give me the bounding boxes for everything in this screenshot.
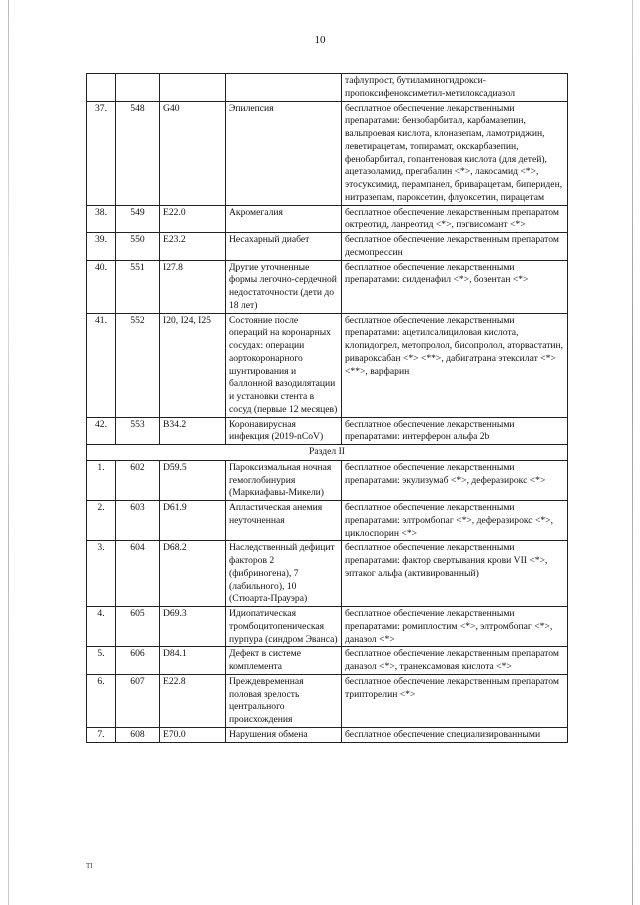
row-icd-code: I20, I24, I25 [160, 313, 226, 417]
row-provision: тафлупрост, бутиламиногидрокси-пропоксифеноксиметил-метилоксадиазол [342, 74, 568, 102]
table-row [87, 607, 568, 647]
row-code: 552 [116, 313, 160, 417]
table-row [87, 727, 568, 742]
row-number: 4. [87, 607, 116, 647]
row-code: 606 [116, 647, 160, 675]
row-provision: бесплатное обеспечение лекарственными препаратами: фактор свертывания крови VII <*>, эптаког альфа (активированный) [342, 541, 568, 607]
row-disease-name: Эпилепсия [226, 101, 342, 205]
table-row [87, 101, 568, 205]
row-disease-name: Нарушения обмена [226, 727, 342, 742]
row-icd-code: D69.3 [160, 607, 226, 647]
row-code: 551 [116, 260, 160, 313]
row-provision: бесплатное обеспечение лекарственными препаратами: экулизумаб <*>, деферазирокс <*> [342, 460, 568, 500]
row-disease-name: Несахарный диабет [226, 233, 342, 261]
row-provision: бесплатное обеспечение лекарственными препаратами: элтромбопаг <*>, деферазирокс <*>, циклоспорин <*> [342, 501, 568, 541]
row-provision: бесплатное обеспечение лекарственным препаратом трипторелин <*> [342, 674, 568, 727]
scan-edge-right [632, 0, 633, 905]
row-provision: бесплатное обеспечение лекарственным препаратом даназол <*>, транексамовая кислота <*> [342, 647, 568, 675]
table-row [87, 541, 568, 607]
row-provision: бесплатное обеспечение специализированными [342, 727, 568, 742]
row-icd-code: E23.2 [160, 233, 226, 261]
row-code: 548 [116, 101, 160, 205]
row-icd-code: E22.8 [160, 674, 226, 727]
row-code [116, 74, 160, 102]
row-number: 5. [87, 647, 116, 675]
row-provision: бесплатное обеспечение лекарственными препаратами: ромиплостим <*>, элтромбопаг <*>, даназол <*> [342, 607, 568, 647]
row-provision: бесплатное обеспечение лекарственными препаратами: бензобарбитал, карбамазепин, вальпроевая кислота, клоназепам, ламотриджин, леветирацетам, топирамат, окскарбазепин, фенобарбитал, гопантеновая кислота (для детей), ацетазоламид, прегабалин <*>, лакосамид <*>, этосуксимид, перампанел, бриварацетам, бипериден, нитразепам, пароксетин, флуоксетин, пирацетам [342, 101, 568, 205]
table-row [87, 674, 568, 727]
row-number: 3. [87, 541, 116, 607]
row-provision: бесплатное обеспечение лекарственными препаратами: ацетилсалициловая кислота, клопидогрел, метопролол, бисопролол, аторвастатин, ривароксабан <*> <**>, дабигатрана этексилат <*> <**>, варфарин [342, 313, 568, 417]
row-disease-name [226, 74, 342, 102]
table-row [87, 233, 568, 261]
row-code: 549 [116, 205, 160, 233]
row-icd-code: D59.5 [160, 460, 226, 500]
row-disease-name: Апластическая анемия неуточненная [226, 501, 342, 541]
table-row [87, 647, 568, 675]
row-code: 607 [116, 674, 160, 727]
section-2-header [87, 445, 568, 461]
row-number: 6. [87, 674, 116, 727]
row-code: 604 [116, 541, 160, 607]
row-code: 608 [116, 727, 160, 742]
section-title: Раздел II [87, 445, 568, 461]
row-disease-name: Идиопатическая тромбоцитопеническая пурпура (синдром Эванса) [226, 607, 342, 647]
footer-mark: TI [86, 862, 93, 870]
row-number: 2. [87, 501, 116, 541]
row-disease-name: Преждевременная половая зрелость центрального происхождения [226, 674, 342, 727]
row-disease-name: Акромегалия [226, 205, 342, 233]
page-number: 10 [314, 34, 326, 46]
row-icd-code: D68.2 [160, 541, 226, 607]
row-code: 602 [116, 460, 160, 500]
row-icd-code: I27.8 [160, 260, 226, 313]
row-number [87, 74, 116, 102]
section-row [87, 445, 568, 461]
row-provision: бесплатное обеспечение лекарственным препаратом октреотид, ланреотид <*>, пэгвисомант <*> [342, 205, 568, 233]
row-number: 42. [87, 417, 116, 445]
row-disease-name: Состояние после операций на коронарных сосудах: операции аортокоронарного шунтирования и баллонной вазодилятации и установки стента в сосуд (первые 12 месяцев) [226, 313, 342, 417]
row-disease-name: Другие уточненные формы легочно-сердечной недостаточности (дети до 18 лет) [226, 260, 342, 313]
row-number: 40. [87, 260, 116, 313]
table-row [87, 74, 568, 102]
row-icd-code: D61.9 [160, 501, 226, 541]
row-number: 41. [87, 313, 116, 417]
row-code: 553 [116, 417, 160, 445]
table-row [87, 205, 568, 233]
row-number: 39. [87, 233, 116, 261]
row-code: 605 [116, 607, 160, 647]
scan-edge-left [8, 0, 9, 905]
section-1-rows [87, 74, 568, 445]
table-row [87, 260, 568, 313]
row-provision: бесплатное обеспечение лекарственным препаратом десмопрессин [342, 233, 568, 261]
row-disease-name: Пароксизмальная ночная гемоглобинурия (Маркиафавы-Микели) [226, 460, 342, 500]
row-disease-name: Наследственный дефицит факторов 2 (фибриногена), 7 (лабильного), 10 (Стюарта-Прауэра) [226, 541, 342, 607]
row-disease-name: Коронавирусная инфекция (2019-nCoV) [226, 417, 342, 445]
row-number: 7. [87, 727, 116, 742]
row-number: 38. [87, 205, 116, 233]
section-2-rows [87, 460, 568, 742]
row-code: 603 [116, 501, 160, 541]
row-disease-name: Дефект в системе комплемента [226, 647, 342, 675]
row-icd-code: E22.0 [160, 205, 226, 233]
row-code: 550 [116, 233, 160, 261]
row-icd-code: E70.0 [160, 727, 226, 742]
row-number: 1. [87, 460, 116, 500]
row-icd-code: G40 [160, 101, 226, 205]
table-row [87, 501, 568, 541]
row-icd-code [160, 74, 226, 102]
row-icd-code: D84.1 [160, 647, 226, 675]
row-number: 37. [87, 101, 116, 205]
table-row [87, 460, 568, 500]
row-icd-code: B34.2 [160, 417, 226, 445]
table-row [87, 417, 568, 445]
table-row [87, 313, 568, 417]
row-provision: бесплатное обеспечение лекарственными препаратами: интерферон альфа 2b [342, 417, 568, 445]
row-provision: бесплатное обеспечение лекарственными препаратами: силденафил <*>, бозентан <*> [342, 260, 568, 313]
benefits-table [86, 73, 568, 743]
